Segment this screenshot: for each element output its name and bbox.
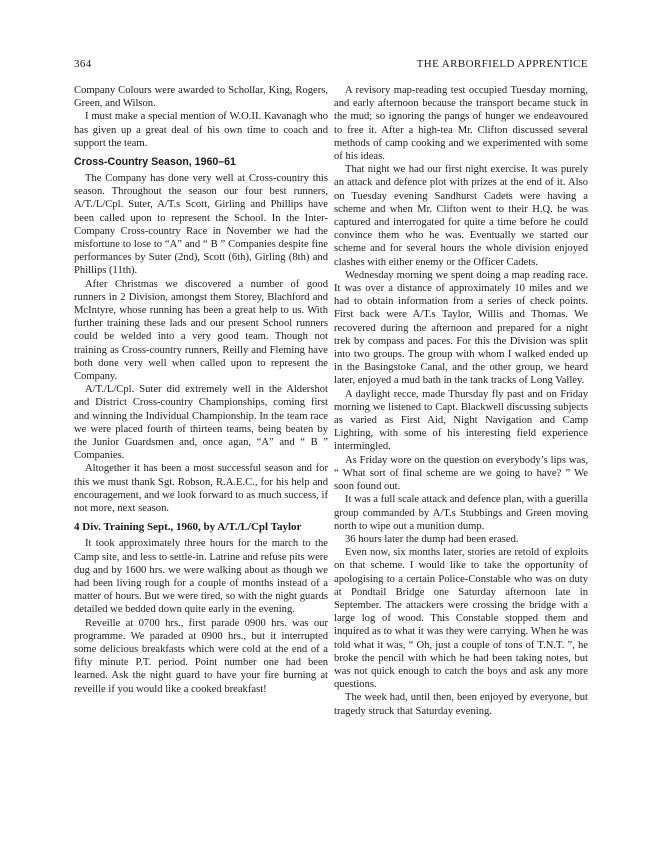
paragraph: A/T./L/Cpl. Suter did extremely well in the Aldershot and District Cross-country Championships, coming first and winning the Individual Championship. In the team race we were placed fourth of thirteen teams, being beaten by the Junior Guardsmen and, once agan, “A” and “ B ” Companies. xyxy=(74,384,328,462)
paragraph: 36 hours later the dump had been erased. xyxy=(345,533,519,545)
paragraph: It was a full scale attack and defence plan, with a guerilla group commanded by A/T.s Stubbings and Green moving north to wipe out a munition dump. xyxy=(334,494,588,532)
paragraph: Wednesday morning we spent doing a map reading race. It was over a distance of approximately 10 miles and we had to obtain information from a series of check points. First back were A/T.s Taylor, Willis and Thomas. We recovered during the afternoon and prepared for a night trek by compass and paces. For this the Division was split into two groups. The group with whom I walked ended up in the Basingstoke Canal, and the other group, we heard later, enjoyed a mud bath in the tank tracks of Long Valley. xyxy=(334,269,588,387)
paragraph: Company Colours were awarded to Schollar, King, Rogers, Green, and Wilson. xyxy=(74,85,328,110)
right-column xyxy=(334,84,588,718)
paragraph: Even now, six months later, stories are retold of exploits on that scheme. I would like to take the opportunity of apologising to a certain Police-Constable who was on duty at Pondtail Bridge one Saturday afternoon late in September. The attackers were crossing the bridge with a large log of wood. This Constable stopped them and inquired as to what it was they were carrying. When he was told what it was, “ Oh, just a couple of tons of T.N.T. ”, he broke the pencil with which he had been taking notes, but was not quick enough to catch the boys and ask any more questions. xyxy=(334,547,588,691)
page-header xyxy=(74,58,588,74)
paragraph: As Friday wore on the question on everybody’s lips was, “ What sort of final scheme are we going to have? ” We soon found out. xyxy=(334,454,588,493)
paragraph: A revisory map-reading test occupied Tuesday morning, and early afternoon because the transport became stuck in the mud; so ignoring the pangs of hunger we endeavoured to free it. After a high-tea Mr. Clifton discussed several methods of camp cooking and we experimented with some of his ideas. xyxy=(334,85,588,163)
section-heading-cross-country: Cross-Country Season, 1960–61 xyxy=(74,156,236,169)
page-number: 364 xyxy=(74,58,92,70)
paragraph: That night we had our first night exercise. It was purely an attack and defence plot with prizes at the end of it. Also on Tuesday evening Sandhurst Cadets were having a scheme and when Mr. Clifton went to their H.Q. he was captured and interrogated for quite a time before he could convince them who he was. Eventually we started our scheme and for several hours the whole division enjoyed clashes with either enemy or the Officer Cadets. xyxy=(334,164,588,268)
paragraph: I must make a special mention of W.O.II. Kavanagh who has given up a great deal of his own time to coach and support the team. xyxy=(74,111,328,149)
paragraph: Reveille at 0700 hrs., first parade 0900 hrs. was our programme. We paraded at 0900 hrs., but it interrupted some delicious breakfasts which were cold at the end of a fifty minute P.T. period. Point number one had been learned. Ask the night guard to have your fire burning at reveille if you would like a cooked breakfast! xyxy=(74,617,328,695)
paragraph: The week had, until then, been enjoyed by everyone, but tragedy struck that Saturday evening. xyxy=(334,692,588,717)
left-column xyxy=(74,84,328,696)
paragraph: It took approximately three hours for the march to the Camp site, and less to settle-in. Latrine and refuse pits were dug and by 1600 hrs. we were walking about as though we had been living rough for a couple of months instead of a matter of hours. But we were tired, so with the night guards detailed we bedded down quite early in the evening. xyxy=(74,538,328,616)
paragraph: After Christmas we discovered a number of good runners in 2 Division, amongst them Storey, Blachford and McIntyre, whose running has been a great help to us. With further training these lads and our present School runners could be welded into a very good team. Though not training as Cross-country runners, Reilly and Fleming have both done very well when called upon to represent the Company. xyxy=(74,278,328,383)
running-title: THE ARBORFIELD APPRENTICE xyxy=(416,58,588,70)
paragraph: The Company has done very well at Cross-country this season. Throughout the season our four best runners, A/T./L/Cpl. Suter, A/T.s Scott, Girling and Phillips have been called upon to represent the School. In the Inter-Company Cross-country Race in November we had the misfortune to lose to “A” and “ B ” Companies despite fine performances by Suter (2nd), Scott (6th), Girling (8th) and Phillips (11th). xyxy=(74,173,328,277)
paragraph: A daylight recce, made Thursday fly past and on Friday morning we listened to Capt. Blackwell discussing subjects as varied as First Aid, Night Navigation and Camp Lighting, with some of his interesting field experience intermingled. xyxy=(334,388,588,453)
paragraph: Altogether it has been a most successful season and for this we must thank Sgt. Robson, R.A.E.C., for his help and encouragement, and we look forward to as much success, if not more, next season. xyxy=(74,463,328,515)
section-heading-div-training: 4 Div. Training Sept., 1960, by A/T./L/Cpl Taylor xyxy=(74,521,302,534)
